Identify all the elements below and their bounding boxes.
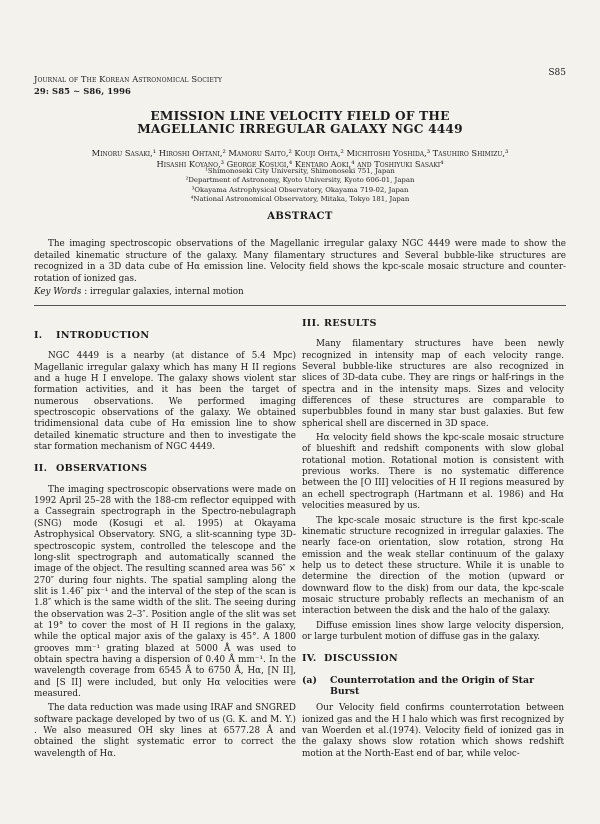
- left-column: [34, 320, 296, 760]
- section-heading-introduction: [34, 330, 296, 341]
- section-number: I.: [34, 330, 43, 341]
- subsection-heading-counterrotation: [302, 675, 564, 698]
- title-line-2: MAGELLANIC IRREGULAR GALAXY NGC 4449: [137, 122, 463, 137]
- results-paragraph-4: Diffuse emission lines show large velocity dispersion, or large turbulent motion of diffuse gas in the galaxy.: [302, 620, 564, 642]
- section-title: INTRODUCTION: [56, 330, 150, 341]
- keywords-list: : irregular galaxies, internal motion: [81, 287, 244, 297]
- title-line-1: EMISSION LINE VELOCITY FIELD OF THE: [150, 109, 450, 123]
- keywords-label: Key Words: [34, 287, 82, 297]
- authors-line-2: Hisashi Koyano,³ George Kosugi,⁴ Kentaro Aoki,⁴ and Toshiyuki Sasaki⁴: [156, 159, 444, 169]
- affiliation-4: ⁴National Astronomical Observatory, Mitaka, Tokyo 181, Japan: [190, 195, 410, 204]
- abstract-divider: [34, 305, 566, 306]
- section-heading-results: [302, 318, 564, 329]
- affiliation-3: ³Okayama Astrophysical Observatory, Okayama 719-02, Japan: [191, 185, 409, 194]
- paper-title: [0, 110, 600, 137]
- section-title: RESULTS: [324, 318, 377, 329]
- authors-line-1: Minoru Sasaki,¹ Hiroshi Ohtani,² Mamoru Saito,² Kouji Ohta,² Michitoshi Yoshida,³ Tasuhiro Shimizu,³: [91, 148, 509, 158]
- section-heading-discussion: [302, 653, 564, 664]
- results-paragraph-3: The kpc-scale mosaic structure is the first kpc-scale kinematic structure recognized in irregular galaxies. The nearly face-on orientation, slow rotation, strong Hα emission and the weak stellar continuum of the galaxy help us to detect these structure. While it is unable to determine the direction of the motion (upward or downward flow to the disk) from our data, the kpc-scale mosaic structure probably reflects an mechanism of an interaction between the disk and the halo of the galaxy.: [302, 515, 564, 617]
- affiliation-1: ¹Shimonoseki City University, Shimonoseki 751, Japan: [205, 167, 395, 175]
- journal-name: Journal of The Korean Astronomical Society: [34, 74, 223, 84]
- right-column: [302, 318, 564, 760]
- subsection-number: (a): [302, 674, 317, 686]
- discussion-paragraph-1: Our Velocity field confirms counterrotation between ionized gas and the H I halo which was first recognized by van Woerden et al.(1974). Velocity field of ionized gas in the galaxy shows slow rotation which shows redshift motion at the North-East end of bar, while veloc-: [302, 703, 564, 759]
- subsection-title: Counterrotation and the Origin of Star Burst: [330, 674, 535, 697]
- affiliation-2: ²Department of Astronomy, Kyoto University, Kyoto 606-01, Japan: [185, 176, 415, 185]
- abstract-heading: ABSTRACT: [267, 211, 333, 222]
- results-paragraph-1: Many filamentary structures have been newly recognized in intensity map of each velocity range. Several bubble-like structures are also recognized in slices of 3D-data cube. They are rings or half-rings in the spectra and in the intensity maps. Sizes and velocity differences of these structures are comparable to superbubbles found in many star bust galaxies. But few spherical shell are discerned in 3D space.: [302, 339, 564, 429]
- section-title: OBSERVATIONS: [56, 463, 148, 475]
- section-number: III.: [302, 318, 321, 329]
- abstract-text: The imaging spectroscopic observations of the Magellanic irregular galaxy NGC 4449 were made to show the detailed kinematic structure of the galaxy. Many filamentary structures and Several bubble-like structures are recognized in a 3D data cube of Hα emission line. Velocity field shows the kpc-scale mosaic structure and counter-rotation of ionized gas.: [34, 239, 566, 285]
- section-number: II.: [34, 463, 48, 475]
- section-number: IV.: [302, 653, 317, 665]
- section-heading-observations: [34, 463, 296, 474]
- journal-header: [34, 74, 222, 97]
- observations-paragraph-1: The imaging spectroscopic observations were made on 1992 April 25–28 with the 188-cm reflector equipped with a Cassegrain spectrograph in the Spectro-nebulagraph (SNG) mode (Kosugi et al. 1995) at Okayama Astrophysical Observatory. SNG, a slit-scanning type 3D-spectroscopic system, controlled the telescope and the long-slit spectrograph and automatically scanned the image of the object. The resulting scanned area was 56″ × 270″ during four nights. The spatial sampling along the slit is 1.46″ pix⁻¹ and the interval of the step of the scan is 1.8″ which is the same width of the slit. The seeing during the observation was 2–3″. Position angle of the slit was set at 19° to cover the most of H II regions in the galaxy, while the optical major axis of the galaxy is 45°. A 1800 grooves mm⁻¹ grating blazed at 5000 Å was used to obtain spectra having a dispersion of 0.40 Å mm⁻¹. In the wavelength coverage from 6545 Å to 6750 Å, Hα, [N II], and [S II] were included, but only Hα velocities were measured.: [34, 484, 296, 699]
- page-number: S85: [548, 68, 566, 78]
- volume-info: 29: S85 ∼ S86, 1996: [34, 85, 131, 96]
- introduction-paragraph: NGC 4449 is a nearby (at distance of 5.4 Mpc) Magellanic irregular galaxy which has many H II regions and a huge H I envelope. The galaxy shows violent star formation activities, and it has been the target of numerous observations. We performed imaging spectroscopic observations of the galaxy. We obtained tridimensional data cube of Hα emission line to show detailed kinematic structure and then to investigate the star formation mechanism of NGC 4449.: [34, 351, 296, 453]
- section-title: DISCUSSION: [324, 653, 398, 665]
- results-paragraph-2: Hα velocity field shows the kpc-scale mosaic structure of blueshift and redshift components with slow global rotational motion. Rotational motion is consistent with previous works. There is no systematic difference between the [O III] velocities of H II regions measured by an echell spectrograph (Hartmann et al. 1986) and Hα velocities measured by us.: [302, 433, 564, 512]
- observations-paragraph-2: The data reduction was made using IRAF and SNGRED software package developed by two of us (G. K. and M. Y.) . We also measured OH sky lines at 6577.28 Å and obtained the slight systematic error to correct the wavelength of Hα.: [34, 703, 296, 759]
- keywords: [34, 287, 566, 297]
- affiliation-list: [30, 167, 570, 205]
